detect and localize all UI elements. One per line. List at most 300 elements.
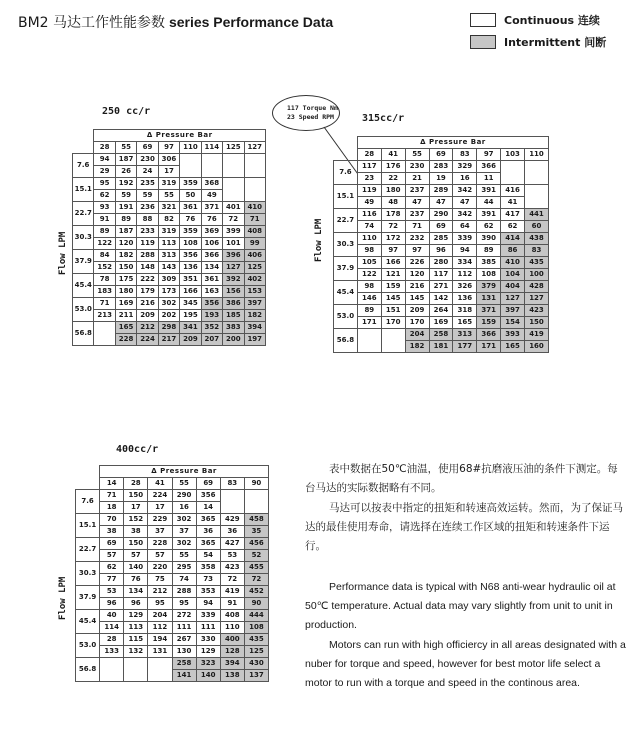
corner-cell [76, 466, 100, 478]
torque-cell: 423 [525, 305, 549, 317]
pressure-value: 14 [100, 478, 124, 490]
performance-table-400 [75, 465, 269, 682]
table-row-torque [334, 257, 549, 269]
torque-cell: 386 [223, 298, 244, 310]
torque-cell: 230 [137, 154, 158, 166]
speed-cell: 145 [381, 293, 405, 305]
table-row-torque [73, 250, 266, 262]
speed-cell: 77 [100, 574, 124, 586]
speed-cell: 99 [244, 238, 266, 250]
speed-cell: 209 [180, 334, 201, 346]
performance-table-315 [333, 136, 549, 353]
flow-value: 53.0 [76, 634, 100, 658]
torque-cell: 302 [172, 538, 196, 550]
torque-cell: 397 [501, 305, 525, 317]
speed-cell: 137 [244, 670, 268, 682]
speed-cell: 11 [477, 173, 501, 185]
torque-cell: 341 [180, 322, 201, 334]
speed-cell: 213 [94, 310, 115, 322]
table-row-torque [73, 226, 266, 238]
speed-cell: 195 [180, 310, 201, 322]
table-row-speed [334, 245, 549, 257]
torque-cell: 385 [477, 257, 501, 269]
speed-cell: 17 [148, 502, 172, 514]
torque-cell: 150 [124, 490, 148, 502]
torque-cell: 228 [148, 538, 172, 550]
torque-cell: 176 [381, 161, 405, 173]
speed-cell: 140 [196, 670, 220, 682]
note-cn-paragraph-2: 马达可以按表中指定的扭矩和转速高效运转。然而，为了保证马达的最佳使用寿命，请选择在连续工作区域的扭矩和转速条件下运行。 [305, 502, 623, 552]
pressure-value: 55 [405, 149, 429, 161]
speed-cell: 14 [196, 502, 220, 514]
table-row-speed [334, 197, 549, 209]
speed-cell: 125 [244, 646, 268, 658]
speed-cell: 119 [137, 238, 158, 250]
torque-cell: 94 [94, 154, 115, 166]
table-row-torque [76, 634, 269, 646]
corner-cell [76, 478, 100, 490]
speed-cell: 36 [220, 526, 244, 538]
torque-cell: 365 [196, 538, 220, 550]
torque-cell: 353 [196, 586, 220, 598]
torque-cell: 89 [357, 305, 381, 317]
speed-cell: 26 [115, 166, 136, 178]
speed-cell: 171 [357, 317, 381, 329]
legend-label-continuous: Continuous 连续 [504, 14, 600, 27]
table-row-torque [76, 610, 269, 622]
header-row-pressure-label [334, 137, 549, 149]
torque-cell: 427 [220, 538, 244, 550]
torque-cell: 391 [477, 209, 501, 221]
speed-cell: 211 [115, 310, 136, 322]
torque-cell [100, 658, 124, 682]
speed-cell: 50 [180, 190, 201, 202]
torque-cell: 419 [525, 329, 549, 341]
pressure-value: 69 [429, 149, 453, 161]
pressure-value: 28 [94, 142, 115, 154]
speed-cell: 141 [172, 670, 196, 682]
torque-cell: 392 [223, 274, 244, 286]
torque-cell: 329 [453, 161, 477, 173]
speed-cell: 165 [453, 317, 477, 329]
speed-cell: 76 [124, 574, 148, 586]
speed-cell: 106 [201, 238, 222, 250]
speed-cell: 169 [429, 317, 453, 329]
torque-cell: 359 [180, 178, 201, 190]
torque-cell: 438 [525, 233, 549, 245]
flow-value: 30.3 [73, 226, 94, 250]
legend-swatch-intermittent [470, 35, 496, 49]
title-prefix: BM2 马达工作性能参数 [18, 15, 166, 31]
table-row-torque [334, 281, 549, 293]
speed-cell: 44 [477, 197, 501, 209]
torque-cell: 212 [148, 586, 172, 598]
speed-cell: 170 [381, 317, 405, 329]
torque-cell: 368 [201, 178, 222, 190]
speed-cell: 74 [357, 221, 381, 233]
torque-cell: 298 [158, 322, 179, 334]
flow-value: 37.9 [334, 257, 358, 281]
torque-cell [94, 322, 115, 346]
table-row-speed [334, 221, 549, 233]
torque-cell: 283 [429, 161, 453, 173]
torque-cell: 267 [172, 634, 196, 646]
speed-cell: 17 [124, 502, 148, 514]
torque-cell: 309 [158, 274, 179, 286]
speed-cell: 153 [244, 286, 266, 298]
performance-table-250 [72, 129, 266, 346]
pressure-value: 125 [223, 142, 244, 154]
speed-cell: 125 [244, 262, 266, 274]
torque-cell [223, 178, 244, 202]
corner-cell [334, 149, 358, 161]
torque-cell: 339 [196, 610, 220, 622]
torque-cell: 290 [172, 490, 196, 502]
speed-cell: 127 [525, 293, 549, 305]
speed-cell: 76 [180, 214, 201, 226]
torque-cell: 295 [172, 562, 196, 574]
speed-cell: 113 [158, 238, 179, 250]
pressure-value: 28 [124, 478, 148, 490]
torque-cell: 326 [453, 281, 477, 293]
torque-cell [124, 658, 148, 682]
table-row-torque [73, 202, 266, 214]
torque-cell [501, 161, 525, 185]
speed-cell: 62 [501, 221, 525, 233]
pressure-value: 90 [244, 478, 268, 490]
pressure-value: 41 [381, 149, 405, 161]
torque-cell: 408 [244, 226, 266, 238]
torque-cell: 172 [381, 233, 405, 245]
page-title [18, 12, 333, 32]
speed-cell: 142 [429, 293, 453, 305]
speed-cell: 122 [357, 269, 381, 281]
torque-cell: 396 [223, 250, 244, 262]
title-series: series Performance Data [168, 14, 334, 30]
torque-cell: 89 [94, 226, 115, 238]
speed-cell: 83 [525, 245, 549, 257]
header-row-pressures [76, 478, 269, 490]
speed-cell: 197 [244, 334, 266, 346]
speed-cell: 94 [453, 245, 477, 257]
torque-cell: 406 [244, 250, 266, 262]
flow-axis-label-315: Flow LPM [314, 218, 324, 262]
header-row-pressure-label [76, 466, 269, 478]
table-row-torque [76, 658, 269, 670]
speed-cell: 98 [357, 245, 381, 257]
legend-label-intermittent: Intermittent 间断 [504, 36, 607, 49]
speed-cell: 150 [525, 317, 549, 329]
torque-cell: 455 [244, 562, 268, 574]
speed-cell: 207 [201, 334, 222, 346]
torque-cell: 229 [148, 514, 172, 526]
torque-cell: 166 [381, 257, 405, 269]
speed-cell: 59 [115, 190, 136, 202]
speed-cell: 160 [525, 341, 549, 353]
pressure-header: Δ Pressure Bar [100, 466, 269, 478]
speed-cell: 73 [196, 574, 220, 586]
speed-cell: 48 [381, 197, 405, 209]
torque-cell: 361 [180, 202, 201, 214]
torque-cell: 401 [223, 202, 244, 214]
speed-cell: 136 [453, 293, 477, 305]
speed-cell: 49 [357, 197, 381, 209]
torque-cell: 397 [244, 298, 266, 310]
speed-cell: 38 [100, 526, 124, 538]
torque-cell: 417 [501, 209, 525, 221]
torque-cell: 359 [180, 226, 201, 238]
table-row-torque [334, 185, 549, 197]
torque-cell [220, 490, 244, 514]
torque-cell: 182 [115, 250, 136, 262]
speed-cell: 202 [158, 310, 179, 322]
speed-cell: 150 [115, 262, 136, 274]
flow-value: 56.8 [73, 322, 94, 346]
torque-cell: 105 [357, 257, 381, 269]
table-row-torque [334, 209, 549, 221]
speed-cell: 143 [158, 262, 179, 274]
torque-cell: 62 [100, 562, 124, 574]
torque-cell: 351 [180, 274, 201, 286]
speed-cell: 152 [94, 262, 115, 274]
torque-cell: 71 [94, 298, 115, 310]
torque-cell: 361 [201, 274, 222, 286]
speed-cell: 62 [477, 221, 501, 233]
speed-cell: 108 [180, 238, 201, 250]
torque-cell [223, 154, 244, 178]
pressure-value: 69 [137, 142, 158, 154]
torque-cell: 399 [223, 226, 244, 238]
speed-cell: 53 [220, 550, 244, 562]
speed-cell: 94 [196, 598, 220, 610]
speed-cell: 47 [405, 197, 429, 209]
table-row-torque [73, 274, 266, 286]
torque-cell: 134 [124, 586, 148, 598]
speed-cell: 179 [137, 286, 158, 298]
speed-cell: 72 [223, 214, 244, 226]
speed-cell: 114 [100, 622, 124, 634]
speed-cell: 127 [223, 262, 244, 274]
corner-cell [73, 130, 94, 142]
torque-cell: 191 [115, 202, 136, 214]
torque-cell: 435 [244, 634, 268, 646]
torque-cell: 444 [244, 610, 268, 622]
speed-cell: 138 [220, 670, 244, 682]
pressure-header: Δ Pressure Bar [357, 137, 548, 149]
torque-cell: 192 [115, 178, 136, 190]
torque-cell [357, 329, 381, 353]
pressure-value: 110 [525, 149, 549, 161]
torque-cell: 40 [100, 610, 124, 622]
speed-cell: 36 [196, 526, 220, 538]
speed-cell: 224 [137, 334, 158, 346]
flow-value: 45.4 [73, 274, 94, 298]
table-row-speed [76, 550, 269, 562]
table-row-torque [334, 305, 549, 317]
table-row-speed [73, 214, 266, 226]
torque-cell: 441 [525, 209, 549, 221]
torque-cell: 236 [137, 202, 158, 214]
pressure-value: 55 [172, 478, 196, 490]
torque-cell: 78 [94, 274, 115, 286]
torque-cell: 289 [429, 185, 453, 197]
speed-cell: 76 [201, 214, 222, 226]
torque-cell: 288 [137, 250, 158, 262]
speed-cell: 100 [525, 269, 549, 281]
speed-cell: 22 [381, 173, 405, 185]
speed-cell: 134 [201, 262, 222, 274]
torque-cell: 410 [244, 202, 266, 214]
table-row-speed [73, 310, 266, 322]
table-row-torque [73, 322, 266, 334]
pressure-value: 127 [244, 142, 266, 154]
note-en-paragraph-2: Motors can run with high officiercy in all areas designated with a nuber for torque and speed, however for best motor life select a motor to run with a torque and speed in the continous area. [305, 639, 626, 689]
speed-cell: 21 [405, 173, 429, 185]
table-row-speed [76, 574, 269, 586]
speed-cell: 88 [137, 214, 158, 226]
torque-cell: 383 [223, 322, 244, 334]
table-row-torque [73, 154, 266, 166]
speed-cell: 132 [124, 646, 148, 658]
header-row-pressures [334, 149, 549, 161]
flow-value: 53.0 [73, 298, 94, 322]
speed-cell: 54 [196, 550, 220, 562]
torque-cell: 93 [94, 202, 115, 214]
torque-cell [180, 154, 201, 178]
speed-cell: 19 [429, 173, 453, 185]
speed-cell: 181 [429, 341, 453, 353]
speed-cell: 55 [172, 550, 196, 562]
speed-cell: 130 [172, 646, 196, 658]
torque-cell: 400 [220, 634, 244, 646]
speed-cell: 217 [158, 334, 179, 346]
flow-value: 45.4 [76, 610, 100, 634]
speed-cell: 171 [477, 341, 501, 353]
speed-cell: 72 [381, 221, 405, 233]
torque-cell: 318 [453, 305, 477, 317]
speed-cell: 24 [137, 166, 158, 178]
torque-cell: 237 [405, 185, 429, 197]
torque-cell: 408 [220, 610, 244, 622]
torque-cell: 110 [357, 233, 381, 245]
legend-swatch-continuous [470, 13, 496, 27]
torque-cell: 28 [100, 634, 124, 646]
torque-cell: 356 [180, 250, 201, 262]
speed-cell: 69 [429, 221, 453, 233]
callout-torque: 117 Torque Nm [287, 104, 338, 112]
torque-cell: 371 [477, 305, 501, 317]
torque-cell: 235 [137, 178, 158, 190]
pressure-value: 83 [453, 149, 477, 161]
torque-cell: 319 [158, 226, 179, 238]
pressure-value: 28 [357, 149, 381, 161]
table-row-speed [76, 598, 269, 610]
table-row-torque [76, 490, 269, 502]
speed-cell: 17 [158, 166, 179, 178]
speed-cell: 96 [124, 598, 148, 610]
speed-cell: 182 [405, 341, 429, 353]
torque-cell: 319 [158, 178, 179, 190]
table-row-torque [76, 562, 269, 574]
speed-cell: 108 [244, 622, 268, 634]
torque-cell: 84 [94, 250, 115, 262]
torque-cell: 365 [196, 514, 220, 526]
torque-cell: 159 [381, 281, 405, 293]
speed-cell: 62 [94, 190, 115, 202]
speed-cell: 86 [501, 245, 525, 257]
legend-continuous [470, 12, 600, 28]
flow-value: 15.1 [73, 178, 94, 202]
speed-cell: 131 [477, 293, 501, 305]
torque-cell: 140 [124, 562, 148, 574]
torque-cell: 430 [244, 658, 268, 670]
speed-cell: 16 [453, 173, 477, 185]
torque-cell: 394 [244, 322, 266, 334]
torque-cell: 352 [201, 322, 222, 334]
pressure-value: 69 [196, 478, 220, 490]
torque-cell: 116 [357, 209, 381, 221]
legend-intermittent [470, 34, 606, 50]
torque-cell [525, 161, 549, 185]
torque-cell: 356 [201, 298, 222, 310]
header-row-pressure-label [73, 130, 266, 142]
speed-cell: 57 [100, 550, 124, 562]
torque-cell [148, 658, 172, 682]
torque-cell: 224 [148, 490, 172, 502]
speed-cell: 177 [453, 341, 477, 353]
torque-cell: 358 [196, 562, 220, 574]
table-row-speed [334, 317, 549, 329]
table-row-speed [73, 286, 266, 298]
speed-cell: 18 [100, 502, 124, 514]
torque-cell: 416 [501, 185, 525, 197]
flow-value: 22.7 [73, 202, 94, 226]
flow-value: 7.6 [76, 490, 100, 514]
torque-cell: 53 [100, 586, 124, 598]
table-row-speed [76, 622, 269, 634]
torque-cell: 285 [429, 233, 453, 245]
torque-cell: 187 [115, 226, 136, 238]
speed-cell: 29 [94, 166, 115, 178]
speed-cell: 156 [223, 286, 244, 298]
speed-cell: 57 [124, 550, 148, 562]
torque-cell: 204 [148, 610, 172, 622]
torque-cell: 216 [405, 281, 429, 293]
torque-cell: 458 [244, 514, 268, 526]
torque-cell: 391 [477, 185, 501, 197]
torque-cell: 366 [477, 329, 501, 341]
torque-cell [381, 329, 405, 353]
torque-cell: 394 [220, 658, 244, 670]
torque-cell: 393 [501, 329, 525, 341]
speed-cell: 91 [220, 598, 244, 610]
speed-cell: 37 [172, 526, 196, 538]
torque-cell: 456 [244, 538, 268, 550]
speed-cell: 121 [381, 269, 405, 281]
speed-cell: 95 [148, 598, 172, 610]
speed-cell: 209 [137, 310, 158, 322]
speed-cell: 71 [244, 214, 266, 226]
torque-cell [525, 185, 549, 209]
torque-cell: 390 [477, 233, 501, 245]
note-en-paragraph-1: Performance data is typical with N68 anti-wear hydraulic oil at 50℃ temperature. Actual data may vary slightly from unit to unit in production. [305, 581, 616, 631]
torque-cell [244, 154, 266, 178]
speed-cell: 120 [115, 238, 136, 250]
speed-cell: 117 [429, 269, 453, 281]
flow-value: 15.1 [334, 185, 358, 209]
torque-cell: 71 [100, 490, 124, 502]
corner-cell [334, 137, 358, 149]
